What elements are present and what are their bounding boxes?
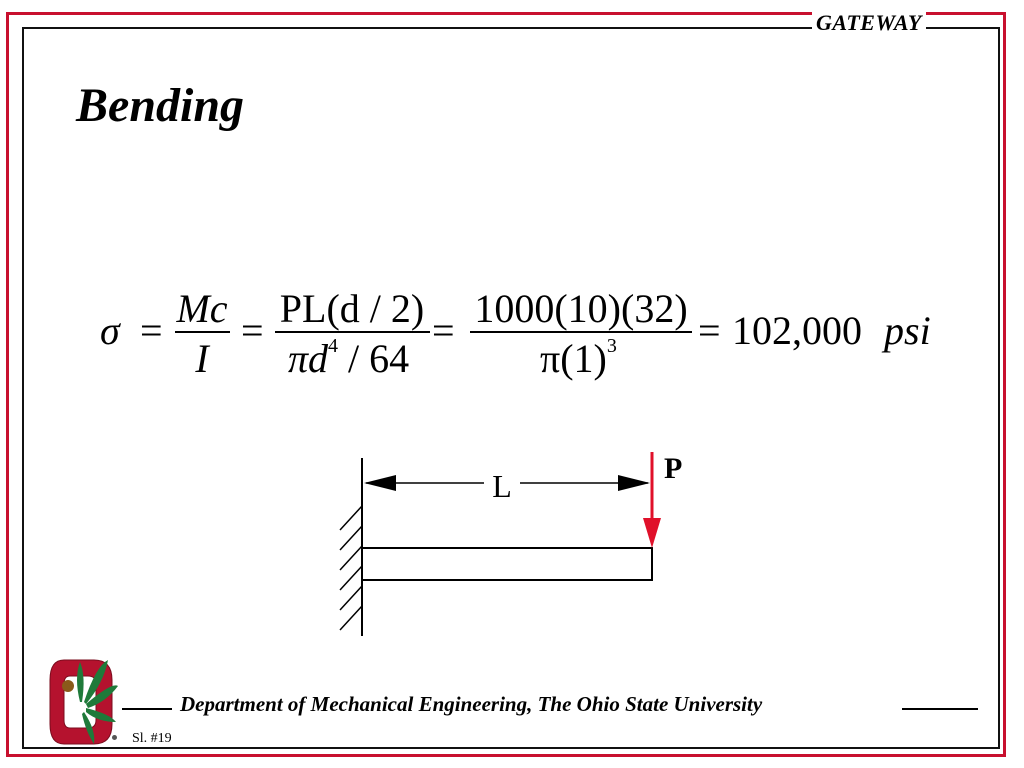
equals-sign-1: = <box>140 308 163 353</box>
footer-rule-left <box>122 708 172 710</box>
slide-title: Bending <box>76 79 245 132</box>
dimension-arrow-left <box>364 475 396 491</box>
fraction2-den-rest: / 64 <box>338 336 410 381</box>
fraction3-den-main: π(1) <box>540 336 607 381</box>
fraction3-numerator: 1000(10)(32) <box>474 286 688 331</box>
fraction1-numerator: Mc <box>176 286 228 331</box>
dimension-arrow-right <box>618 475 650 491</box>
length-label: L <box>492 468 512 504</box>
footer-department: Department of Mechanical Engineering, The Ohio State University <box>180 692 763 716</box>
fraction2-denominator <box>288 335 409 381</box>
fraction2-den-main: πd <box>288 336 329 381</box>
slide-number-bullet <box>112 735 117 740</box>
bending-stress-equation <box>0 280 1024 390</box>
load-arrow-head <box>643 518 661 548</box>
result-unit: psi <box>884 308 931 353</box>
equals-sign-3: = <box>432 308 455 353</box>
equals-sign-4: = <box>698 308 721 353</box>
fraction2-den-exp: 4 <box>328 335 339 357</box>
fraction3-denominator <box>540 335 617 381</box>
result-value: 102,000 <box>732 308 862 353</box>
ohio-state-logo <box>46 656 120 748</box>
fraction3-den-exp: 3 <box>606 335 617 357</box>
slide-number: Sl. #19 <box>132 731 172 746</box>
fraction2-numerator: PL(d / 2) <box>279 286 425 331</box>
equals-sign-2: = <box>241 308 264 353</box>
beam <box>362 548 652 580</box>
load-label: P <box>664 452 683 485</box>
wall-hatching <box>340 506 362 630</box>
sigma-symbol: σ <box>100 308 120 353</box>
gateway-brand: GATEWAY <box>812 10 926 36</box>
cantilever-beam-figure <box>330 445 710 645</box>
footer-rule-right <box>902 708 978 710</box>
buckeye-nut-icon <box>62 680 74 692</box>
fraction1-denominator: I <box>195 336 209 381</box>
